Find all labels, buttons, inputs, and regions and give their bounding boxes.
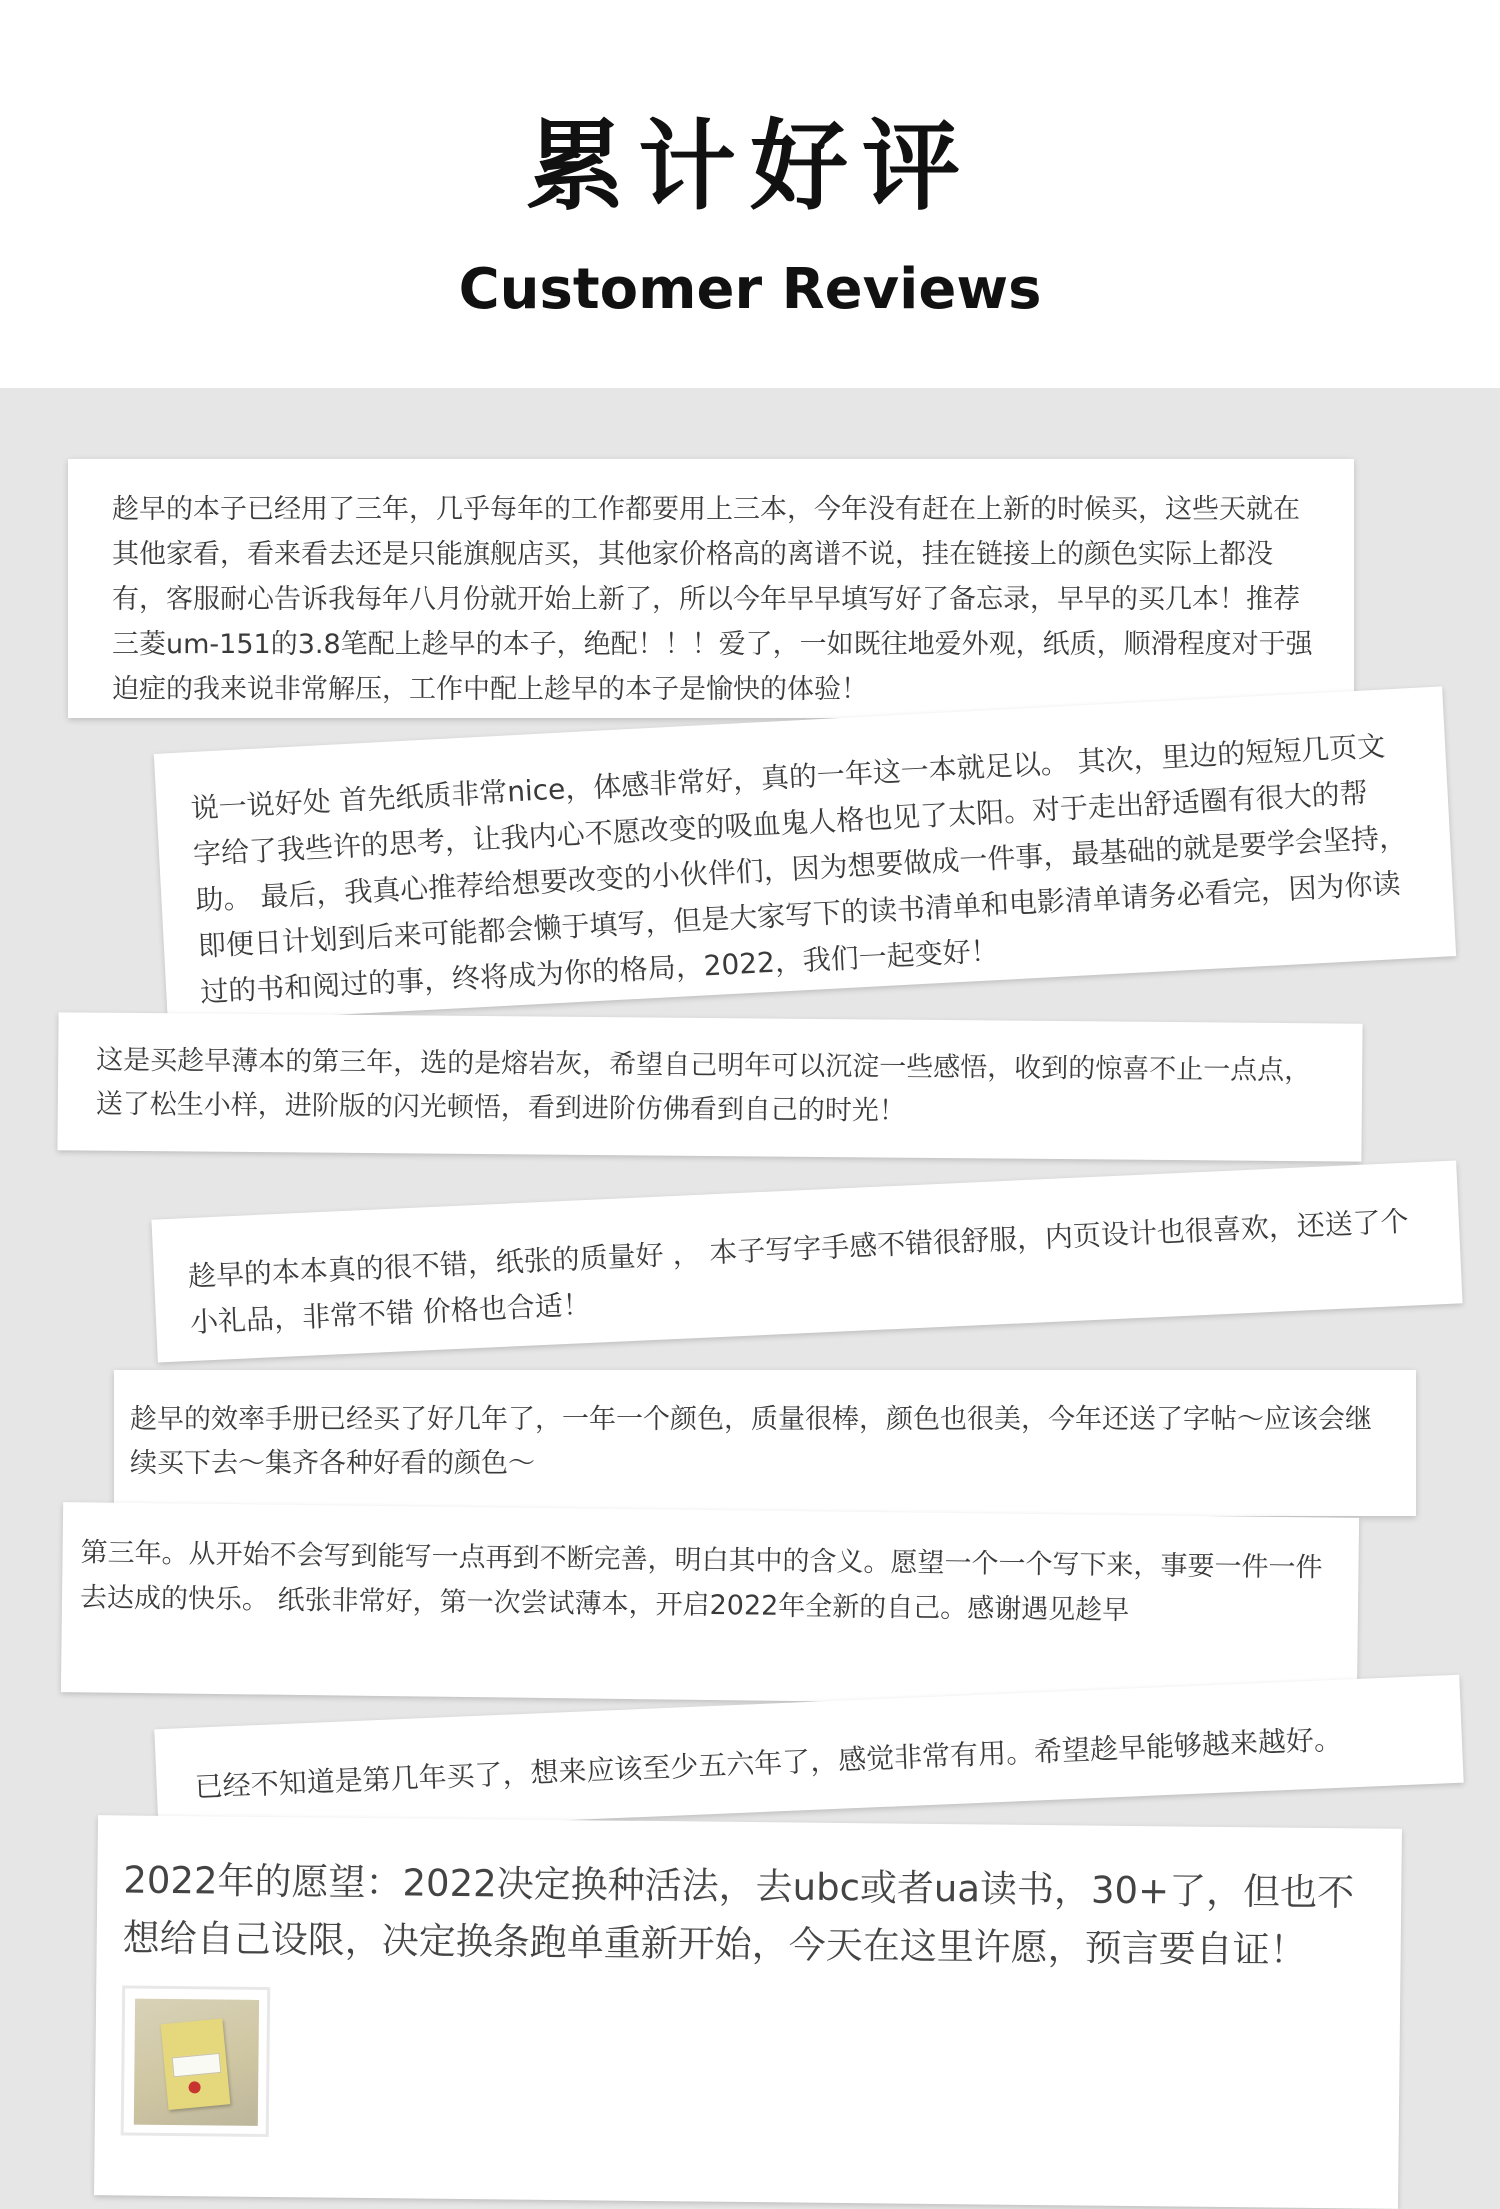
review-card — [57, 1012, 1362, 1161]
review-text: 这是买趁早薄本的第三年，选的是熔岩灰，希望自己明年可以沉淀一些感悟，收到的惊喜不止一点点，送了松生小样，进阶版的闪光顿悟，看到进阶仿佛看到自己的时光！ — [95, 1044, 1312, 1127]
review-card — [114, 1370, 1416, 1516]
notebook-image — [161, 2018, 231, 2109]
review-photo-thumbnail[interactable] — [121, 1985, 271, 2137]
review-text: 已经不知道是第几年买了，想来应该至少五六年了，感觉非常有用。希望趁早能够越来越好。 — [194, 1722, 1343, 1804]
review-card — [68, 459, 1354, 718]
review-text: 趁早的本子已经用了三年，几乎每年的工作都要用上三本，今年没有赶在上新的时候买，这些天就在其他家看，看来看去还是只能旗舰店买，其他家价格高的离谱不说，挂在链接上的颜色实际上都没有，客服耐心告诉我每年八月份就开始上新了，所以今年早早填写好了备忘录，早早的买几本！推荐三菱um-151的3.8笔配上趁早的本子，绝配！！！爱了，一如既往地爱外观，纸质，顺滑程度对于强迫症的我来说非常解压，工作中配上趁早的本子是愉快的体验！ — [112, 494, 1313, 705]
review-text: 2022年的愿望：2022决定换种活法，去ubc或者ua读书，30+了，但也不想给自己设限，决定换条跑单重新开始，今天在这里许愿，预言要自证！ — [122, 1858, 1355, 1972]
review-text: 说一说好处 首先纸质非常nice，体感非常好，真的一年这一本就足以。 其次，里边的短短几页文字给了我些许的思考，让我内心不愿改变的吸血鬼人格也见了太阳。对于走出舒适圈有很大的帮助。 最后，我真心推荐给想要改变的小伙伴们，因为想要做成一件事，最基础的就是要学会坚持，即便日计划到后来可能都会懒于填写，但是大家写下的读书清单和电影清单请务必看完，因为你读过的书和阅过的事，终将成为你的格局，2022，我们一起变好！ — [189, 729, 1408, 1009]
notebook-dot — [188, 2081, 201, 2094]
review-text: 趁早的本本真的很不错，纸张的质量好 ， 本子写字手感不错很舒服，内页设计也很喜欢，还送了个小礼品，非常不错 价格也合适！ — [187, 1204, 1410, 1340]
review-photo — [134, 1999, 259, 2126]
review-text: 第三年。从开始不会写到能写一点再到不断完善，明白其中的含义。愿望一个一个写下来，事要一件一件去达成的快乐。 纸张非常好，第一次尝试薄本，开启2022年全新的自己。感谢遇见趁早 — [79, 1537, 1323, 1627]
review-card — [94, 1815, 1402, 2209]
notebook-label — [172, 2053, 222, 2077]
review-card — [61, 1502, 1359, 1708]
page-header — [0, 0, 1500, 388]
review-text: 趁早的效率手册已经买了好几年了，一年一个颜色，质量很棒，颜色也很美，今年还送了字帖～应该会继续买下去～集齐各种好看的颜色～ — [130, 1404, 1372, 1479]
page-title: 累计好评 — [525, 110, 974, 224]
page-subtitle: Customer Reviews — [458, 257, 1042, 322]
